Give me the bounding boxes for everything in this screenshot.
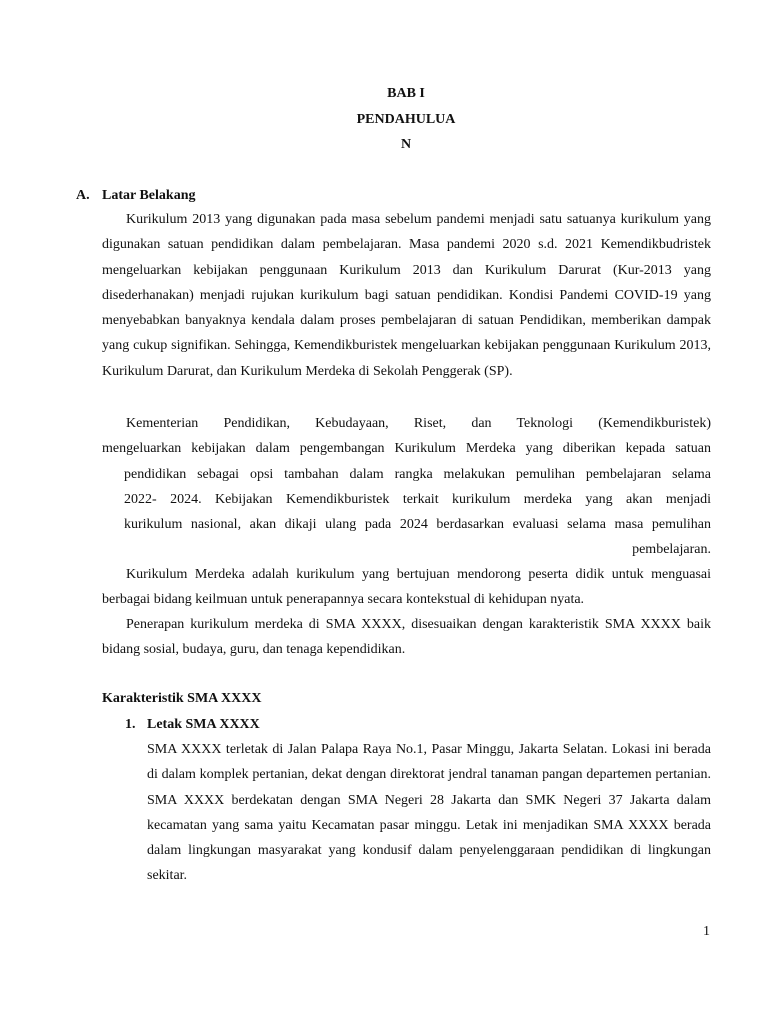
page-number: 1: [703, 924, 710, 939]
paragraph-3: Kurikulum Merdeka adalah kurikulum yang bertujuan mendorong peserta didik untuk menguasai berbagai bidang keilmuan untuk penerapannya secara kontekstual di kehidupan nyata.: [102, 567, 711, 608]
paragraph-2: [102, 411, 711, 563]
paragraph-4: Penerapan kurikulum merdeka di SMA XXXX, disesuaikan dengan karakteristik SMA XXXX baik bidang sosial, budaya, guru, dan tenaga kependidikan.: [102, 617, 711, 658]
chapter-title-line2: PENDAHULUA: [356, 112, 456, 127]
paragraph-1: Kurikulum 2013 yang digunakan pada masa sebelum pandemi menjadi satu satuanya kurikulum yang digunakan satuan pendidikan dalam pembelajaran. Masa pandemi 2020 s.d. 2021 Kemendikbudristek mengeluarkan kebijakan penggunaan Kurikulum 2013 dan Kurikulum Darurat (Kur-2013 yang disederhanakan) menjadi rujukan kurikulum bagi satuan pendidikan. Kondisi Pandemi COVID-19 yang menyebabkan banyaknya kendala dalam proses pembelajaran di satuan Pendidikan, memberikan dampak yang cukup signifikan. Sehingga, Kemendikburistek mengeluarkan kebijakan penggunaan Kurikulum 2013, Kurikulum Darurat, dan Kurikulum Merdeka di Sekolah Penggerak (SP).: [102, 212, 711, 379]
paragraph-2-line: kurikulum nasional, akan dikaji ulang pada 2024 berdasarkan evaluasi selama masa pemulihan: [124, 517, 711, 533]
section-a-heading: [76, 187, 195, 205]
paragraph-2-line: mengeluarkan kebijakan dalam pengembangan Kurikulum Merdeka yang diberikan kepada satuan: [102, 441, 711, 457]
section-letter: A.: [76, 188, 90, 203]
paragraph-2-line: 2022- 2024. Kebijakan Kemendikburistek terkait kurikulum merdeka yang akan menjadi: [124, 491, 711, 507]
paragraph-2-line: pembelajaran.: [632, 542, 711, 558]
chapter-title-line1: BAB I: [387, 86, 425, 101]
paragraph-4-block: [102, 612, 711, 663]
section-title: Latar Belakang: [102, 188, 196, 203]
characteristics-heading: Karakteristik SMA XXXX: [102, 691, 262, 706]
item-1-text: SMA XXXX terletak di Jalan Palapa Raya No.1, Pasar Minggu, Jakarta Selatan. Lokasi ini berada di dalam komplek pertanian, dekat dengan direktorat jendral tanaman pangan departemen pertanian. SMA XXXX berdekatan dengan SMA Negeri 28 Jakarta dan SMK Negeri 37 Jakarta dalam kecamatan yang sama yaitu Kecamatan pasar minggu. Letak ini menjadikan SMA XXXX berada dalam lingkungan masyarakat yang kondusif dalam penyelenggaraan pendidikan di lingkungan sekitar.: [147, 742, 711, 884]
paragraph-2-line: Kementerian Pendidikan, Kebudayaan, Riset, dan Teknologi (Kemendikburistek): [126, 416, 711, 431]
item-title: Letak SMA XXXX: [147, 717, 260, 732]
item-1-heading: [125, 716, 260, 734]
paragraph-3-block: [102, 562, 711, 613]
paragraph-2-line: pendidikan sebagai opsi tambahan dalam rangka melakukan pemulihan pembelajaran selama: [124, 466, 711, 482]
chapter-title-line3: N: [400, 137, 412, 152]
paragraph-1-block: [102, 207, 711, 384]
item-1-text-block: [147, 737, 711, 889]
item-number: 1.: [125, 717, 136, 732]
